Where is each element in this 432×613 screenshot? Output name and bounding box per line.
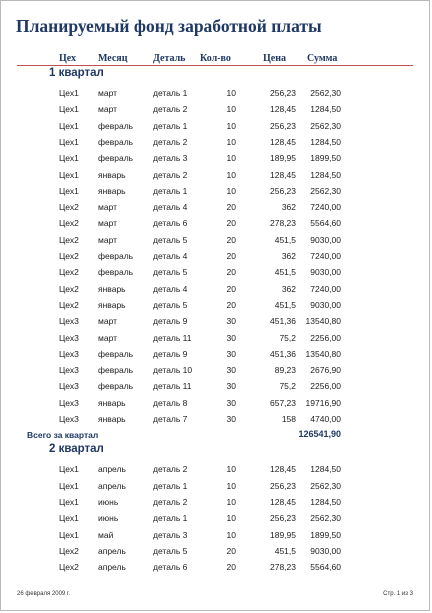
row-month: февраль <box>98 348 134 359</box>
row-qty: 20 <box>226 283 236 294</box>
row-sum: 7240,00 <box>310 283 341 294</box>
row-detail: деталь 7 <box>153 414 188 424</box>
row-month: март <box>98 202 118 213</box>
table-row <box>1 313 431 329</box>
column-header-price: Цена <box>263 53 286 64</box>
group-heading: 2 квартал <box>49 443 104 456</box>
table-row <box>1 559 431 575</box>
row-detail: деталь 5 <box>153 267 188 278</box>
row-price: 128,45 <box>270 104 296 115</box>
row-ceh: Цех3 <box>59 414 79 424</box>
table-row <box>1 183 431 199</box>
column-header-qty: Кол-во <box>200 53 231 64</box>
row-qty: 10 <box>226 153 236 164</box>
row-sum: 1899,50 <box>310 529 341 540</box>
row-price: 189,95 <box>270 153 296 164</box>
table-row <box>1 510 431 526</box>
header-rule <box>17 65 413 66</box>
row-ceh: Цех1 <box>59 185 79 196</box>
row-price: 451,5 <box>274 299 296 310</box>
table-row <box>1 264 431 280</box>
row-qty: 10 <box>226 464 236 475</box>
row-month: январь <box>98 414 126 424</box>
row-qty: 10 <box>226 480 236 491</box>
row-qty: 20 <box>226 218 236 229</box>
table-row <box>1 232 431 248</box>
row-sum: 1284,50 <box>310 169 341 180</box>
row-qty: 20 <box>226 267 236 278</box>
row-price: 362 <box>281 283 296 294</box>
row-ceh: Цех3 <box>59 316 79 327</box>
row-ceh: Цех3 <box>59 332 79 343</box>
row-ceh: Цех2 <box>59 267 79 278</box>
table-row <box>1 346 431 362</box>
row-month: апрель <box>98 562 126 573</box>
row-price: 278,23 <box>270 218 296 229</box>
row-month: февраль <box>98 381 134 392</box>
row-month: январь <box>98 185 126 196</box>
row-detail: деталь 4 <box>153 251 188 261</box>
row-detail: деталь 2 <box>153 104 188 115</box>
row-price: 256,23 <box>270 480 296 491</box>
row-ceh: Цех1 <box>59 529 79 540</box>
row-qty: 30 <box>226 414 236 424</box>
row-price: 89,23 <box>274 365 296 376</box>
row-detail: деталь 10 <box>153 365 193 376</box>
row-detail: деталь 1 <box>153 120 188 131</box>
table-row <box>1 150 431 166</box>
row-qty: 10 <box>226 169 236 180</box>
row-price: 256,23 <box>270 185 296 196</box>
row-detail: деталь 1 <box>153 88 188 98</box>
row-qty: 20 <box>226 562 236 573</box>
row-price: 451,5 <box>274 545 296 556</box>
table-row <box>1 543 431 559</box>
row-ceh: Цех2 <box>59 234 79 245</box>
row-qty: 20 <box>226 202 236 213</box>
row-detail: деталь 2 <box>153 169 188 180</box>
row-price: 189,95 <box>270 529 296 540</box>
row-sum: 1284,50 <box>310 136 341 147</box>
row-month: апрель <box>98 480 126 491</box>
row-month: май <box>98 529 114 540</box>
table-row <box>1 478 431 494</box>
row-ceh: Цех2 <box>59 251 79 261</box>
row-qty: 30 <box>226 397 236 408</box>
row-detail: деталь 9 <box>153 348 188 359</box>
row-sum: 4740,00 <box>310 414 341 424</box>
row-ceh: Цех2 <box>59 283 79 294</box>
row-qty: 10 <box>226 104 236 115</box>
row-ceh: Цех3 <box>59 381 79 392</box>
row-sum: 19716,90 <box>305 397 341 408</box>
row-sum: 7240,00 <box>310 251 341 261</box>
row-ceh: Цех1 <box>59 120 79 131</box>
row-price: 278,23 <box>270 562 296 573</box>
row-price: 362 <box>281 251 296 261</box>
row-qty: 30 <box>226 348 236 359</box>
row-month: февраль <box>98 153 134 164</box>
table-row <box>1 411 431 427</box>
row-month: апрель <box>98 464 126 475</box>
row-ceh: Цех1 <box>59 104 79 115</box>
row-month: январь <box>98 397 126 408</box>
row-ceh: Цех1 <box>59 169 79 180</box>
row-price: 256,23 <box>270 120 296 131</box>
row-detail: деталь 5 <box>153 299 188 310</box>
row-qty: 20 <box>226 251 236 261</box>
row-ceh: Цех3 <box>59 365 79 376</box>
group-total-label: Всего за квартал <box>27 430 99 441</box>
row-sum: 1899,50 <box>310 153 341 164</box>
row-qty: 10 <box>226 513 236 524</box>
table-row <box>1 281 431 297</box>
row-price: 128,45 <box>270 496 296 507</box>
row-price: 158 <box>281 414 296 424</box>
row-sum: 1284,50 <box>310 104 341 115</box>
row-detail: деталь 4 <box>153 202 188 213</box>
row-detail: деталь 3 <box>153 153 188 164</box>
row-ceh: Цех2 <box>59 299 79 310</box>
row-detail: деталь 6 <box>153 218 188 229</box>
row-sum: 5564,60 <box>310 562 341 573</box>
row-price: 451,5 <box>274 267 296 278</box>
row-qty: 10 <box>226 529 236 540</box>
row-qty: 30 <box>226 365 236 376</box>
row-detail: деталь 8 <box>153 397 188 408</box>
group-heading: 1 квартал <box>49 67 104 79</box>
row-qty: 10 <box>226 88 236 98</box>
row-qty: 10 <box>226 496 236 507</box>
row-qty: 30 <box>226 332 236 343</box>
table-row <box>1 215 431 231</box>
row-price: 451,36 <box>270 316 296 327</box>
row-sum: 9030,00 <box>310 299 341 310</box>
table-row <box>1 167 431 183</box>
row-detail: деталь 2 <box>153 136 188 147</box>
row-qty: 20 <box>226 545 236 556</box>
row-qty: 10 <box>226 185 236 196</box>
row-price: 75,2 <box>279 332 296 343</box>
table-row <box>1 85 431 101</box>
row-sum: 9030,00 <box>310 234 341 245</box>
row-price: 451,36 <box>270 348 296 359</box>
table-row <box>1 494 431 510</box>
row-ceh: Цех1 <box>59 88 79 98</box>
row-ceh: Цех2 <box>59 218 79 229</box>
row-ceh: Цех1 <box>59 513 79 524</box>
group-total-value: 126541,90 <box>298 429 341 440</box>
row-price: 75,2 <box>279 381 296 392</box>
row-price: 128,45 <box>270 136 296 147</box>
row-price: 657,23 <box>270 397 296 408</box>
row-detail: деталь 11 <box>153 381 192 392</box>
table-row <box>1 362 431 378</box>
row-month: март <box>98 88 118 98</box>
row-detail: деталь 2 <box>153 464 188 475</box>
row-ceh: Цех2 <box>59 545 79 556</box>
row-month: февраль <box>98 136 134 147</box>
row-qty: 10 <box>226 120 236 131</box>
row-price: 128,45 <box>270 464 296 475</box>
table-row <box>1 378 431 394</box>
row-month: март <box>98 218 118 229</box>
row-month: февраль <box>98 251 134 261</box>
table-row <box>1 199 431 215</box>
row-detail: деталь 2 <box>153 496 188 507</box>
table-row <box>1 461 431 477</box>
row-price: 128,45 <box>270 169 296 180</box>
column-header-month: Месяц <box>98 53 128 64</box>
row-sum: 2562,30 <box>310 185 341 196</box>
row-ceh: Цех2 <box>59 562 79 573</box>
footer-page-number: Стр. 1 из 3 <box>383 591 413 597</box>
row-ceh: Цех3 <box>59 348 79 359</box>
row-ceh: Цех1 <box>59 153 79 164</box>
table-row <box>1 248 431 264</box>
row-sum: 13540,80 <box>305 316 341 327</box>
report-title: Планируемый фонд заработной платы <box>16 16 322 36</box>
table-row <box>1 395 431 411</box>
row-sum: 2562,30 <box>310 120 341 131</box>
column-header-ceh: Цех <box>59 53 77 64</box>
row-month: январь <box>98 283 126 294</box>
row-qty: 30 <box>226 316 236 327</box>
row-month: февраль <box>98 120 134 131</box>
row-month: март <box>98 316 118 327</box>
table-row <box>1 134 431 150</box>
row-price: 362 <box>281 202 296 213</box>
row-detail: деталь 1 <box>153 480 188 491</box>
row-ceh: Цех1 <box>59 496 79 507</box>
row-month: март <box>98 234 118 245</box>
row-ceh: Цех1 <box>59 480 79 491</box>
row-sum: 1284,50 <box>310 496 341 507</box>
footer-date: 26 февраля 2009 г. <box>17 591 71 597</box>
row-qty: 30 <box>226 381 236 392</box>
row-detail: деталь 11 <box>153 332 192 343</box>
row-month: март <box>98 332 118 343</box>
row-sum: 2562,30 <box>310 480 341 491</box>
row-sum: 2676,90 <box>310 365 341 376</box>
row-sum: 2256,00 <box>310 332 341 343</box>
row-detail: деталь 6 <box>153 562 188 573</box>
row-sum: 9030,00 <box>310 267 341 278</box>
row-detail: деталь 1 <box>153 513 188 524</box>
row-qty: 20 <box>226 299 236 310</box>
row-sum: 13540,80 <box>305 348 341 359</box>
row-sum: 2562,30 <box>310 88 341 98</box>
row-price: 256,23 <box>270 88 296 98</box>
row-sum: 2256,00 <box>310 381 341 392</box>
row-detail: деталь 1 <box>153 185 188 196</box>
row-month: июнь <box>98 496 119 507</box>
table-row <box>1 297 431 313</box>
row-ceh: Цех3 <box>59 397 79 408</box>
row-month: январь <box>98 299 126 310</box>
row-month: март <box>98 104 118 115</box>
row-sum: 7240,00 <box>310 202 341 213</box>
row-sum: 1284,50 <box>310 464 341 475</box>
row-detail: деталь 5 <box>153 234 188 245</box>
table-row <box>1 330 431 346</box>
row-qty: 20 <box>226 234 236 245</box>
row-ceh: Цех2 <box>59 202 79 213</box>
row-month: февраль <box>98 365 134 376</box>
row-month: январь <box>98 169 126 180</box>
row-detail: деталь 4 <box>153 283 188 294</box>
table-row <box>1 118 431 134</box>
row-sum: 2562,30 <box>310 513 341 524</box>
row-detail: деталь 5 <box>153 545 188 556</box>
row-sum: 5564,60 <box>310 218 341 229</box>
column-header-detail: Деталь <box>153 53 186 64</box>
table-row <box>1 527 431 543</box>
row-month: апрель <box>98 545 126 556</box>
row-qty: 10 <box>226 136 236 147</box>
column-header-sum: Сумма <box>307 53 338 64</box>
row-detail: деталь 9 <box>153 316 188 327</box>
table-row <box>1 101 431 117</box>
row-price: 256,23 <box>270 513 296 524</box>
row-ceh: Цех1 <box>59 464 79 475</box>
row-price: 451,5 <box>274 234 296 245</box>
row-ceh: Цех1 <box>59 136 79 147</box>
row-month: июнь <box>98 513 119 524</box>
row-detail: деталь 3 <box>153 529 188 540</box>
row-month: февраль <box>98 267 134 278</box>
row-sum: 9030,00 <box>310 545 341 556</box>
